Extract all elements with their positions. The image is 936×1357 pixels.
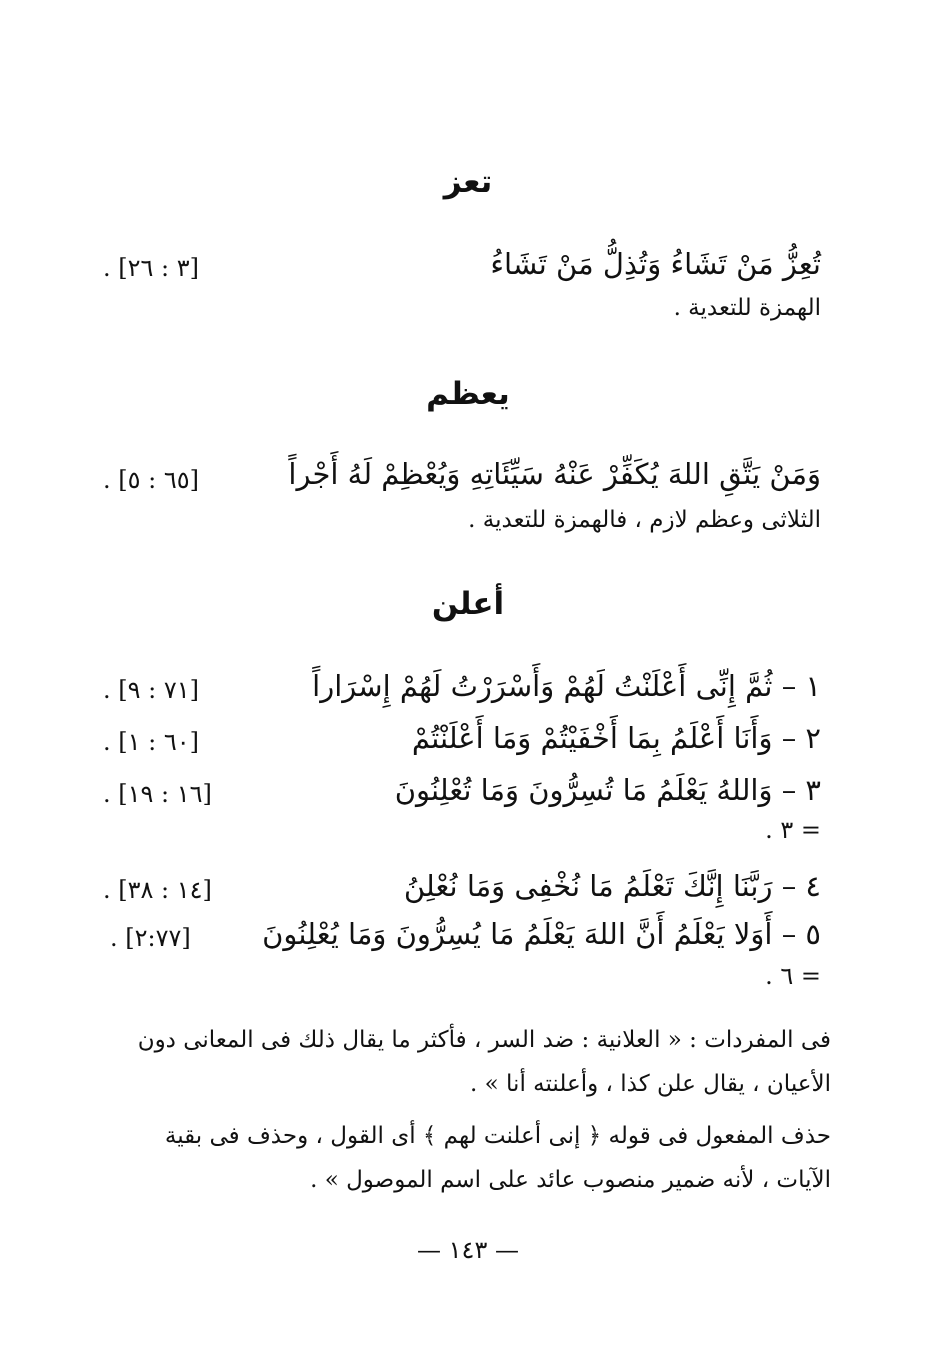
commentary-paragraph <box>105 1018 831 1106</box>
paragraph-line: الأعيان ، يقال علن كذا ، وأعلنته أنا » . <box>470 1071 831 1097</box>
verse-reference: . [٦٠ : ١] <box>103 728 200 756</box>
verse-line: ١ – ثُمَّ إِنِّى أَعْلَنْتُ لَهُمْ وَأَسْرَرْتُ لَهُمْ إِسْرَاراً <box>312 669 821 703</box>
verse-reference: . [١٦ : ١٩] <box>103 780 212 808</box>
section-heading-alan: أعلن <box>431 586 505 622</box>
page-number: — ١٤٣ — <box>417 1236 519 1264</box>
verse-reference: . [٦٥ : ٥] <box>103 466 200 494</box>
verse-reference: . [١٤ : ٣٨] <box>103 876 212 904</box>
verse-line: تُعِزُّ مَنْ تَشَاءُ وَتُذِلُّ مَنْ تَشَاءُ <box>490 247 821 281</box>
section-note: الثلاثى وعظم لازم ، فالهمزة للتعدية . <box>468 507 821 533</box>
paragraph-line: الآيات ، لأنه ضمير منصوب عائد على اسم الموصول » . <box>310 1167 831 1193</box>
verse-reference: . [٣ : ٢٦] <box>103 254 200 282</box>
section-note: الهمزة للتعدية . <box>673 295 821 321</box>
cross-reference-line: = ٣ . <box>765 816 821 844</box>
paragraph-line: فى المفردات : « العلانية : ضد السر ، فأكثر ما يقال ذلك فى المعانى دون <box>137 1027 831 1053</box>
section-heading-taizz: تعز <box>443 164 493 200</box>
paragraph-line: حذف المفعول فى قوله ﴿ إنى أعلنت لهم ﴾ أى القول ، وحذف فى بقية <box>164 1123 831 1149</box>
verse-line: ٢ – وَأَنَا أَعْلَمُ بِمَا أَخْفَيْتُمْ وَمَا أَعْلَنْتُمْ <box>411 721 821 755</box>
verse-reference: . [٢:٧٧] <box>110 924 191 952</box>
verse-line: ٥ – أَوَلا يَعْلَمُ أَنَّ اللهَ يَعْلَمُ مَا يُسِرُّونَ وَمَا يُعْلِنُونَ <box>262 917 821 951</box>
commentary-paragraph <box>105 1114 831 1202</box>
verse-line: ٤ – رَبَّنَا إِنَّكَ تَعْلَمُ مَا نُخْفِى وَمَا نُعْلِنُ <box>403 869 821 903</box>
cross-reference-line: = ٦ . <box>765 962 821 990</box>
section-heading-yuazzim: يعظم <box>426 376 510 412</box>
verse-line: ٣ – وَاللهُ يَعْلَمُ مَا تُسِرُّونَ وَمَا تُعْلِنُونَ <box>394 773 821 807</box>
verse-reference: . [٧١ : ٩] <box>103 676 200 704</box>
verse-line: وَمَنْ يَتَّقِ اللهَ يُكَفِّرْ عَنْهُ سَيِّئَاتِهِ وَيُعْظِمْ لَهُ أَجْراً <box>288 457 821 491</box>
